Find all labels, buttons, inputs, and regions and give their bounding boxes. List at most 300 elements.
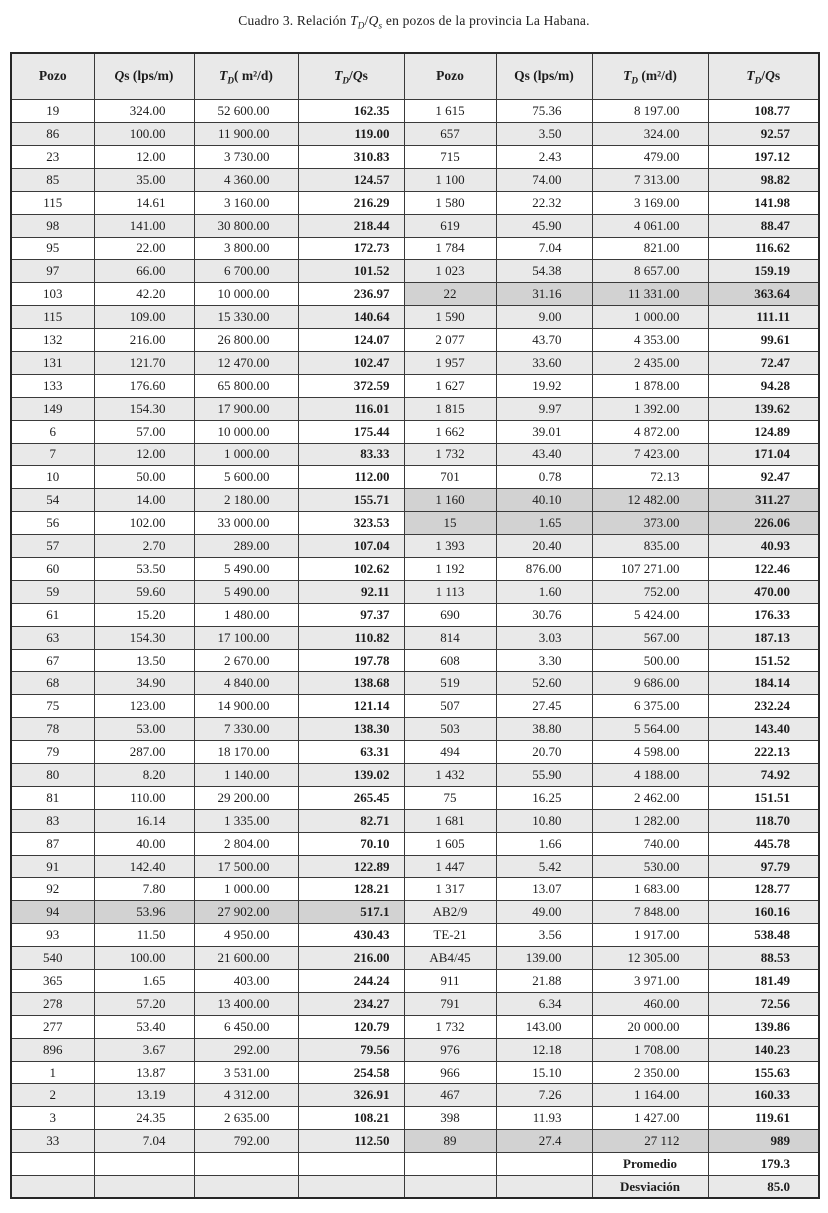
table-cell: 1 605 [404, 832, 496, 855]
table-cell: 4 840.00 [194, 672, 298, 695]
table-cell: 2 804.00 [194, 832, 298, 855]
table-cell: 7.04 [496, 237, 592, 260]
table-cell: 365 [11, 970, 94, 993]
table-cell: 74.92 [708, 764, 819, 787]
table-cell: 56 [11, 512, 94, 535]
table-cell: 2 [11, 1084, 94, 1107]
table-cell: 63 [11, 626, 94, 649]
table-cell: 141.00 [94, 214, 194, 237]
table-cell: 197.12 [708, 145, 819, 168]
table-cell: 121.70 [94, 351, 194, 374]
table-cell: 70.10 [298, 832, 404, 855]
table-cell: 49.00 [496, 901, 592, 924]
table-cell: 1 683.00 [592, 878, 708, 901]
table-cell: 10 000.00 [194, 283, 298, 306]
table-cell: 2.70 [94, 535, 194, 558]
table-cell: 172.73 [298, 237, 404, 260]
table-cell: 68 [11, 672, 94, 695]
table-cell: 3 800.00 [194, 237, 298, 260]
table-row [11, 443, 819, 466]
table-cell: 791 [404, 992, 496, 1015]
table-cell: 27.4 [496, 1130, 592, 1153]
table-cell: 1 447 [404, 855, 496, 878]
table-cell [11, 1153, 94, 1176]
table-cell: 94.28 [708, 374, 819, 397]
table-row [11, 695, 819, 718]
table-cell: 133 [11, 374, 94, 397]
table-cell: 100.00 [94, 123, 194, 146]
table-row [11, 924, 819, 947]
table-cell: 3.67 [94, 1038, 194, 1061]
table-cell [298, 1153, 404, 1176]
table-cell: 740.00 [592, 832, 708, 855]
table-cell: 98.82 [708, 168, 819, 191]
table-cell: 289.00 [194, 535, 298, 558]
table-cell: 11 331.00 [592, 283, 708, 306]
table-cell: 4 061.00 [592, 214, 708, 237]
table-cell: 92.47 [708, 466, 819, 489]
table-cell [496, 1153, 592, 1176]
table-cell: 16.14 [94, 809, 194, 832]
table-cell: 8.20 [94, 764, 194, 787]
table-cell: 430.43 [298, 924, 404, 947]
table-row [11, 168, 819, 191]
table-cell: 116.62 [708, 237, 819, 260]
table-cell: 23 [11, 145, 94, 168]
table-cell: 162.35 [298, 100, 404, 123]
table-cell: 4 312.00 [194, 1084, 298, 1107]
table-cell: 50.00 [94, 466, 194, 489]
table-row [11, 947, 819, 970]
table-cell: 1 480.00 [194, 603, 298, 626]
table-cell: 966 [404, 1061, 496, 1084]
table-cell: 3 169.00 [592, 191, 708, 214]
table-cell: 139.62 [708, 397, 819, 420]
table-cell: 7 313.00 [592, 168, 708, 191]
table-cell: 254.58 [298, 1061, 404, 1084]
table-cell: 1 164.00 [592, 1084, 708, 1107]
table-cell: 7 330.00 [194, 718, 298, 741]
table-cell: 657 [404, 123, 496, 146]
table-body [11, 100, 819, 1199]
table-cell: 15 330.00 [194, 306, 298, 329]
table-cell: 1 732 [404, 1015, 496, 1038]
table-cell: 2 180.00 [194, 489, 298, 512]
table-cell: 3 730.00 [194, 145, 298, 168]
table-cell: 53.50 [94, 558, 194, 581]
table-cell: 13.19 [94, 1084, 194, 1107]
table-header [11, 53, 819, 100]
table-cell [298, 1176, 404, 1199]
table-cell: 287.00 [94, 741, 194, 764]
table-cell: 821.00 [592, 237, 708, 260]
table-cell: 1 140.00 [194, 764, 298, 787]
table-cell: 57.00 [94, 420, 194, 443]
table-cell: 31.16 [496, 283, 592, 306]
table-cell: 122.89 [298, 855, 404, 878]
table-cell: 540 [11, 947, 94, 970]
table-cell: 21 600.00 [194, 947, 298, 970]
table-cell: 40.00 [94, 832, 194, 855]
table-cell: 120.79 [298, 1015, 404, 1038]
table-cell: 82.71 [298, 809, 404, 832]
table-cell: 1 732 [404, 443, 496, 466]
table-cell: 3.30 [496, 649, 592, 672]
table-cell: 216.29 [298, 191, 404, 214]
table-cell: 500.00 [592, 649, 708, 672]
table-row [11, 672, 819, 695]
table-cell: 175.44 [298, 420, 404, 443]
table-cell: 1 000.00 [592, 306, 708, 329]
table-cell: 39.01 [496, 420, 592, 443]
table-cell: 530.00 [592, 855, 708, 878]
table-cell: 292.00 [194, 1038, 298, 1061]
table-cell: 98 [11, 214, 94, 237]
table-cell: 115 [11, 306, 94, 329]
table-cell: 507 [404, 695, 496, 718]
table-cell: 16.25 [496, 786, 592, 809]
table-row [11, 764, 819, 787]
table-cell: 111.11 [708, 306, 819, 329]
table-cell: 55.90 [496, 764, 592, 787]
table-cell: 20.40 [496, 535, 592, 558]
table-row [11, 1107, 819, 1130]
table-cell: 124.89 [708, 420, 819, 443]
table-cell: 7.04 [94, 1130, 194, 1153]
table-cell: 140.64 [298, 306, 404, 329]
table-cell: 85.0 [708, 1176, 819, 1199]
table-cell: 63.31 [298, 741, 404, 764]
table-cell: 102.00 [94, 512, 194, 535]
table-cell: 494 [404, 741, 496, 764]
table-row [11, 397, 819, 420]
table-cell: 236.97 [298, 283, 404, 306]
table-cell: 160.16 [708, 901, 819, 924]
table-row [11, 306, 819, 329]
table-cell: 1 427.00 [592, 1107, 708, 1130]
table-row [11, 100, 819, 123]
table-cell: 53.96 [94, 901, 194, 924]
table-cell: 1 282.00 [592, 809, 708, 832]
column-header-qs-left: Qs (lps/m) [94, 53, 194, 100]
table-cell: 5.42 [496, 855, 592, 878]
table-cell: 503 [404, 718, 496, 741]
table-cell: 7 [11, 443, 94, 466]
table-cell: 122.46 [708, 558, 819, 581]
table-cell: 989 [708, 1130, 819, 1153]
table-cell: 143.00 [496, 1015, 592, 1038]
table-cell: 0.78 [496, 466, 592, 489]
table-cell: 4 872.00 [592, 420, 708, 443]
table-cell: 7 848.00 [592, 901, 708, 924]
table-cell: 1 627 [404, 374, 496, 397]
table-cell: 467 [404, 1084, 496, 1107]
table-cell: 33 [11, 1130, 94, 1153]
table-row [11, 351, 819, 374]
table-cell: 80 [11, 764, 94, 787]
table-cell: 187.13 [708, 626, 819, 649]
table-cell: 1 681 [404, 809, 496, 832]
table-cell [496, 1176, 592, 1199]
table-cell: 17 500.00 [194, 855, 298, 878]
table-cell: 976 [404, 1038, 496, 1061]
table-row [11, 741, 819, 764]
table-cell: 5 490.00 [194, 558, 298, 581]
column-header-td-left: $T_D$( m²/d) [194, 53, 298, 100]
table-cell: 43.70 [496, 329, 592, 352]
table-cell: 107.04 [298, 535, 404, 558]
table-cell: 4 950.00 [194, 924, 298, 947]
table-cell: 92.57 [708, 123, 819, 146]
table-cell: 13.50 [94, 649, 194, 672]
table-cell: 14.61 [94, 191, 194, 214]
table-row [11, 580, 819, 603]
table-cell: 1 662 [404, 420, 496, 443]
table-cell: 3.03 [496, 626, 592, 649]
table-cell: 30 800.00 [194, 214, 298, 237]
table-cell: 13.87 [94, 1061, 194, 1084]
table-cell: 65 800.00 [194, 374, 298, 397]
table-cell: 18 170.00 [194, 741, 298, 764]
table-cell: 108.77 [708, 100, 819, 123]
table-cell: 326.91 [298, 1084, 404, 1107]
table-cell: 143.40 [708, 718, 819, 741]
table-cell: 141.98 [708, 191, 819, 214]
table-cell: 52.60 [496, 672, 592, 695]
table-cell: 14 900.00 [194, 695, 298, 718]
table-cell: 372.59 [298, 374, 404, 397]
table-row [11, 855, 819, 878]
table-row [11, 901, 819, 924]
table-row [11, 809, 819, 832]
data-table [10, 52, 820, 1200]
table-cell: 132 [11, 329, 94, 352]
table-cell: 479.00 [592, 145, 708, 168]
table-cell: 40.10 [496, 489, 592, 512]
table-cell: 119.61 [708, 1107, 819, 1130]
table-row [11, 374, 819, 397]
table-cell: 149 [11, 397, 94, 420]
table-cell: 138.68 [298, 672, 404, 695]
table-cell: 124.07 [298, 329, 404, 352]
table-cell: 6.34 [496, 992, 592, 1015]
table-cell: 54 [11, 489, 94, 512]
table-cell: 22.00 [94, 237, 194, 260]
table-cell: 154.30 [94, 397, 194, 420]
table-cell: 123.00 [94, 695, 194, 718]
table-cell: 124.57 [298, 168, 404, 191]
table-cell: 160.33 [708, 1084, 819, 1107]
table-cell: 57.20 [94, 992, 194, 1015]
table-cell: Desviación [592, 1176, 708, 1199]
table-cell: 265.45 [298, 786, 404, 809]
table-cell: 154.30 [94, 626, 194, 649]
column-header-pozo-left: Pozo [11, 53, 94, 100]
table-cell: 1 708.00 [592, 1038, 708, 1061]
table-row [11, 512, 819, 535]
table-cell: 139.02 [298, 764, 404, 787]
table-cell: 94 [11, 901, 94, 924]
table-cell: 11 900.00 [194, 123, 298, 146]
table-cell: Promedio [592, 1153, 708, 1176]
table-cell: 17 100.00 [194, 626, 298, 649]
table-row [11, 992, 819, 1015]
table-cell: 88.53 [708, 947, 819, 970]
table-cell: 3 160.00 [194, 191, 298, 214]
table-cell: 896 [11, 1038, 94, 1061]
table-cell: 181.49 [708, 970, 819, 993]
table-cell: 216.00 [298, 947, 404, 970]
table-cell: 619 [404, 214, 496, 237]
table-cell: 83.33 [298, 443, 404, 466]
table-cell: 5 600.00 [194, 466, 298, 489]
table-cell: 1 100 [404, 168, 496, 191]
table-cell: 1 000.00 [194, 443, 298, 466]
table-cell: 244.24 [298, 970, 404, 993]
table-cell: 4 598.00 [592, 741, 708, 764]
table-cell: 159.19 [708, 260, 819, 283]
table-cell: 107 271.00 [592, 558, 708, 581]
table-row [11, 145, 819, 168]
table-cell: 1 590 [404, 306, 496, 329]
table-cell: 75 [11, 695, 94, 718]
table-cell: 715 [404, 145, 496, 168]
table-row [11, 558, 819, 581]
table-cell: 99.61 [708, 329, 819, 352]
table-cell: 277 [11, 1015, 94, 1038]
table-cell: 567.00 [592, 626, 708, 649]
table-cell: 151.52 [708, 649, 819, 672]
table-cell: 45.90 [496, 214, 592, 237]
table-row [11, 1130, 819, 1153]
table-cell: 2.43 [496, 145, 592, 168]
table-cell: 72.13 [592, 466, 708, 489]
table-cell: 1.66 [496, 832, 592, 855]
table-cell: 6 [11, 420, 94, 443]
table-cell: 1 000.00 [194, 878, 298, 901]
table-cell: 278 [11, 992, 94, 1015]
table-cell: 460.00 [592, 992, 708, 1015]
table-cell: 1 160 [404, 489, 496, 512]
table-cell: 118.70 [708, 809, 819, 832]
table-cell: 139.86 [708, 1015, 819, 1038]
table-cell: 5 564.00 [592, 718, 708, 741]
table-cell: 79.56 [298, 1038, 404, 1061]
table-cell: 1 878.00 [592, 374, 708, 397]
table-cell: 1 317 [404, 878, 496, 901]
table-cell: 403.00 [194, 970, 298, 993]
table-cell: 97.37 [298, 603, 404, 626]
table-cell: 690 [404, 603, 496, 626]
table-row [11, 214, 819, 237]
table-row [11, 237, 819, 260]
column-header-tdqs-right: $T_D/Qs$ [708, 53, 819, 100]
table-cell: 184.14 [708, 672, 819, 695]
table-row [11, 649, 819, 672]
table-cell: 324.00 [592, 123, 708, 146]
table-cell: 83 [11, 809, 94, 832]
table-row [11, 489, 819, 512]
table-cell: 53.40 [94, 1015, 194, 1038]
table-cell: 363.64 [708, 283, 819, 306]
table-row [11, 832, 819, 855]
table-cell: 1 393 [404, 535, 496, 558]
table-cell: 3.56 [496, 924, 592, 947]
table-cell: 15 [404, 512, 496, 535]
table-cell: 29 200.00 [194, 786, 298, 809]
table-cell: 911 [404, 970, 496, 993]
table-cell: 103 [11, 283, 94, 306]
table-cell: 517.1 [298, 901, 404, 924]
table-row [11, 283, 819, 306]
table-cell: 61 [11, 603, 94, 626]
table-cell: 179.3 [708, 1153, 819, 1176]
table-cell: 119.00 [298, 123, 404, 146]
table-cell: 17 900.00 [194, 397, 298, 420]
table-cell: 519 [404, 672, 496, 695]
table-cell: 12 305.00 [592, 947, 708, 970]
table-cell: 35.00 [94, 168, 194, 191]
table-cell: 52 600.00 [194, 100, 298, 123]
table-title: Cuadro 3. Relación $T_D/Q_s$ en pozos de la provincia La Habana. [238, 13, 590, 31]
table-cell: 140.23 [708, 1038, 819, 1061]
table-row [11, 1015, 819, 1038]
table-cell: 59 [11, 580, 94, 603]
table-cell: 176.33 [708, 603, 819, 626]
table-cell: 1 615 [404, 100, 496, 123]
table-cell: 3.50 [496, 123, 592, 146]
table-cell: 86 [11, 123, 94, 146]
table-cell: 2 670.00 [194, 649, 298, 672]
table-cell: 78 [11, 718, 94, 741]
table-cell: 40.93 [708, 535, 819, 558]
table-cell: 15.20 [94, 603, 194, 626]
table-cell: 155.71 [298, 489, 404, 512]
table-cell: 110.00 [94, 786, 194, 809]
table-cell: 445.78 [708, 832, 819, 855]
table-cell: 6 375.00 [592, 695, 708, 718]
table-cell: 88.47 [708, 214, 819, 237]
table-cell: 4 353.00 [592, 329, 708, 352]
table-cell: 234.27 [298, 992, 404, 1015]
table-cell: 67 [11, 649, 94, 672]
table-cell: 1 113 [404, 580, 496, 603]
table-cell: 108.21 [298, 1107, 404, 1130]
table-cell: 4 188.00 [592, 764, 708, 787]
table-cell: 110.82 [298, 626, 404, 649]
table-cell: 75.36 [496, 100, 592, 123]
table-cell: 1 392.00 [592, 397, 708, 420]
table-cell: 21.88 [496, 970, 592, 993]
table-cell: 97.79 [708, 855, 819, 878]
table-cell: 66.00 [94, 260, 194, 283]
table-cell: 92.11 [298, 580, 404, 603]
table-cell: 81 [11, 786, 94, 809]
table-cell: 3 971.00 [592, 970, 708, 993]
table-cell: 7.26 [496, 1084, 592, 1107]
table-cell: 93 [11, 924, 94, 947]
table-cell: 538.48 [708, 924, 819, 947]
table-cell: 608 [404, 649, 496, 672]
table-cell: 15.10 [496, 1061, 592, 1084]
table-cell: 1 815 [404, 397, 496, 420]
table-cell: 19 [11, 100, 94, 123]
table-cell: 2 635.00 [194, 1107, 298, 1130]
table-row [11, 786, 819, 809]
table-cell: 100.00 [94, 947, 194, 970]
table-row [11, 603, 819, 626]
table-cell: 1 957 [404, 351, 496, 374]
